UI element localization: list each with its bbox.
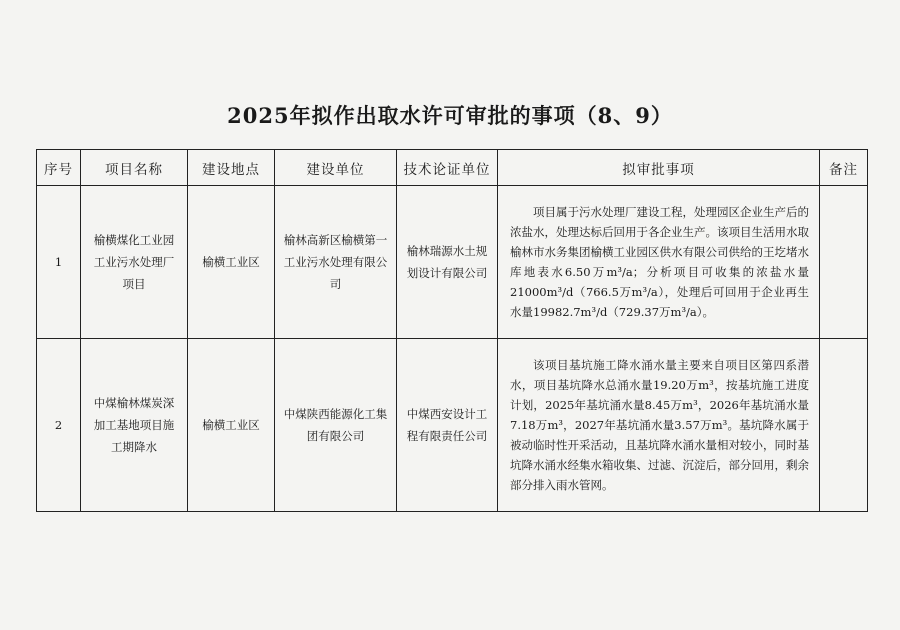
row-description [498,339,820,512]
row-builder-text: 中煤陕西能源化工集团有限公司 [283,407,388,443]
row-description [498,186,820,339]
header-description: 拟审批事项 [498,150,820,186]
row-project [81,339,188,512]
row-project-text: 中煤榆林煤炭深加工基地项目施工期降水 [93,396,175,454]
row-builder [275,339,397,512]
row-consultant [397,186,498,339]
header-no: 序号 [37,150,81,186]
row-remark [820,339,868,512]
row-builder [275,186,397,339]
row-location: 榆横工业区 [188,186,275,339]
approval-table [36,149,868,512]
row-location: 榆横工业区 [188,339,275,512]
row-description-text: 该项目基坑施工降水涌水量主要来自项目区第四系潜水，项目基坑降水总涌水量19.20万m³，按基坑施工进度计划，2025年基坑涌水量8.45万m³，2026年基坑涌水量7.18万m³，2027年基坑涌水量3.57万m³。基坑降水属于被动临时性开采活动，且基坑降水涌水量相对较小，同时基坑降水涌水经集水箱收集、过滤、沉淀后，部分回用，剩余部分排入雨水管网。 [510,358,809,492]
header-remark: 备注 [820,150,868,186]
row-remark [820,186,868,339]
table-row [37,339,868,512]
page-title: 2025年拟作出取水许可审批的事项（8、9） [227,103,673,128]
row-project-text: 榆横煤化工业园工业污水处理厂项目 [93,233,175,291]
row-consultant [397,339,498,512]
header-consultant: 技术论证单位 [397,150,498,186]
row-project [81,186,188,339]
header-builder: 建设单位 [275,150,397,186]
row-builder-text: 榆林高新区榆横第一工业污水处理有限公司 [283,233,388,291]
row-consultant-text: 榆林瑞源水土规划设计有限公司 [406,244,488,280]
header-project: 项目名称 [81,150,188,186]
row-consultant-text: 中煤西安设计工程有限责任公司 [406,407,488,443]
row-no: 2 [37,339,81,512]
table-row [37,186,868,339]
table-header-row [37,150,868,186]
row-description-text: 项目属于污水处理厂建设工程，处理园区企业生产后的浓盐水，处理达标后回用于各企业生产。该项目生活用水取榆林市水务集团榆横工业园区供水有限公司供给的王圪堵水库地表水6.50万m³/a；分析项目可收集的浓盐水量21000m³/d（766.5万m³/a），处理后可回用于企业再生水量19982.7m³/d（729.37万m³/a）。 [510,205,809,319]
row-no: 1 [37,186,81,339]
header-location: 建设地点 [188,150,275,186]
